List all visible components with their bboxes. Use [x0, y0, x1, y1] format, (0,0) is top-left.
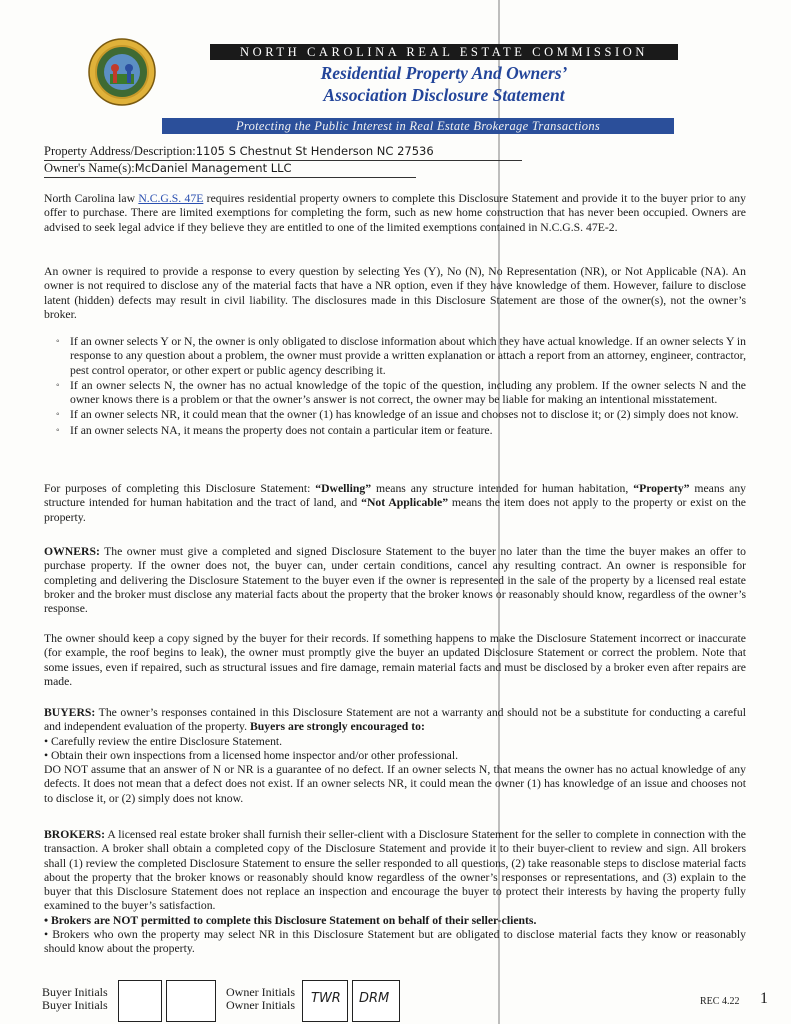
owner-initials-label-2: Owner Initials: [226, 998, 295, 1012]
response-requirement-paragraph: An owner is required to provide a response to every question by selecting Yes (Y), No (N), No Representation (NR), or Not Applicable (NA). An owner is not required to disclose any of the material facts that have a NR option, even if they have knowledge of them. However, failure to disclose latent (hidden) defects may result in civil liability. The disclosures made in this Disclosure Statement are those of the owner(s), not the owner’s broker.: [44, 265, 746, 321]
title-line-1: Residential Property And Owners’: [320, 63, 568, 83]
owner-initials-signature-1: TWR: [311, 991, 341, 1006]
buyer-initials-labels: [42, 986, 108, 1012]
owner-name-field[interactable]: [44, 161, 292, 176]
definitions-text-1: For purposes of completing this Disclosure Statement:: [44, 482, 316, 495]
buyer-initials-box-2[interactable]: [166, 980, 216, 1022]
list-item: ◦ If an owner selects N, the owner has no actual knowledge of the topic of the question, including any problem. If the owner selects N and the owner knows there is a problem or that the owner’s answer is not correct, the owner may be liable for making an intentional misstatement.: [56, 379, 746, 408]
definitions-paragraph: [44, 482, 746, 525]
brokers-bullet-1: • Brokers are NOT permitted to complete this Disclosure Statement on behalf of their seller-clients.: [44, 913, 537, 927]
brokers-section: [44, 828, 746, 957]
list-item: ◦ If an owner selects NA, it means the property does not contain a particular item or feature.: [56, 424, 746, 438]
buyer-initials-box-1[interactable]: [118, 980, 162, 1022]
owners-copy-paragraph: The owner should keep a copy signed by the buyer for their records. If something happens to make the Disclosure Statement incorrect or inaccurate (for example, the roof begins to leak), the owner must promptly give the buyer an updated Disclosure Statement or correct the problem. Note that some issues, even if repaired, such as structural issues and fire damage, remain material facts and must be disclosed by a broker even after repairs are made.: [44, 632, 746, 688]
buyers-section: [44, 706, 746, 806]
definitions-text-4: means the item does not apply to the property or exist on the property.: [44, 496, 746, 524]
property-address-label: Property Address/Description:: [44, 144, 196, 158]
tagline-banner: Protecting the Public Interest in Real Estate Brokerage Transactions: [162, 118, 674, 134]
response-options-list: [56, 335, 746, 439]
intro-text-1: North Carolina law: [44, 192, 139, 205]
owner-name-value: McDaniel Management LLC: [134, 161, 292, 175]
buyers-heading: BUYERS:: [44, 706, 96, 719]
page-number: 1: [760, 990, 768, 1007]
owner-initials-box-1[interactable]: [302, 980, 348, 1022]
term-property: “Property”: [633, 482, 690, 495]
owners-text: The owner must give a completed and signed Disclosure Statement to the buyer no later than the time the buyer makes an offer to purchase property. If the owner does not, the buyer can, under certain conditions, cancel any resulting contract. An owner is responsible for completing and delivering the Disclosure Statement to the buyer even if the owner is represented in the sale of the property by a licensed real estate broker and the broker must disclose any material facts about the property that the broker knows or reasonably should know, regardless of the owner’s response.: [44, 545, 746, 616]
buyers-paragraph: [44, 706, 746, 735]
buyer-initials-label-2: Buyer Initials: [42, 998, 108, 1012]
buyers-warning-paragraph: DO NOT assume that an answer of N or NR is a guarantee of no defect. If an owner selects N, that means the owner has no actual knowledge of any defects. It does not mean that a defect does not exist. If an owner selects NR, it could mean the owner (1) has knowledge of an issue and chooses not to disclose it, or (2) simply does not know.: [44, 763, 746, 805]
list-item: ◦ If an owner selects NR, it could mean that the owner (1) has knowledge of an issue and chooses not to disclose it; or (2) simply does not know.: [56, 408, 746, 422]
owner-name-label: Owner's Name(s):: [44, 161, 135, 175]
buyers-bullet-2: • Obtain their own inspections from a licensed home inspector and/or other professional.: [44, 748, 459, 762]
term-dwelling: “Dwelling”: [315, 482, 372, 495]
brokers-bullet-2: • Brokers who own the property may select NR in this Disclosure Statement but are obligated to disclose material facts they know or reasonably should know about the property.: [44, 928, 746, 956]
brokers-bullet-2-text: Brokers who own the property may select NR in this Disclosure Statement but are obligated to disclose material facts they know or reasonably should know about the property.: [44, 928, 746, 956]
property-address-value: 1105 S Chestnut St Henderson NC 27536: [195, 144, 434, 158]
owner-initials-box-2[interactable]: [352, 980, 400, 1022]
intro-text-2: requires residential property owners to complete this Disclosure Statement and provide it to the buyer prior to any offer to purchase. There are limited exemptions for completing the form, such as new home construction that has never been occupied. Owners are advised to seek legal advice if they believe they are entitled to one of the limited exemptions contained in N.C.G.S. 47E-2.: [44, 192, 746, 234]
property-address-field[interactable]: [44, 144, 434, 159]
definitions-text-3: means any structure intended for human habitation and the tract of land, and: [44, 482, 747, 510]
owners-heading: OWNERS:: [44, 545, 100, 558]
form-title: [210, 62, 678, 106]
owners-paragraph: [44, 545, 746, 616]
buyers-encouraged: Buyers are strongly encouraged to:: [249, 720, 425, 734]
list-item: ◦ If an owner selects Y or N, the owner is only obligated to disclose information about which they have actual knowledge. If an owner selects Y in response to any question about a problem, the owner must provide a written explanation or attach a report from an attorney, engineer, contractor, pest control operator, or other expert or public agency describing it.: [56, 335, 746, 378]
brokers-heading: BROKERS:: [44, 828, 106, 841]
term-not-applicable: “Not Applicable”: [361, 496, 449, 510]
brokers-bullet-1-text: Brokers are NOT permitted to complete this Disclosure Statement on behalf of their seller-clients.: [51, 913, 537, 927]
owner-initials-signature-2: DRM: [359, 991, 390, 1006]
owner-initials-label-1: Owner Initials: [226, 985, 295, 999]
intro-paragraph: [44, 192, 746, 235]
owner-initials-labels: [226, 986, 295, 1012]
buyers-text: The owner’s responses contained in this Disclosure Statement are not a warranty and should not be a substitute for conducting a careful and independent evaluation of the property.: [44, 706, 746, 734]
brokers-paragraph: [44, 828, 746, 914]
definitions-text-2: means any structure intended for human habitation,: [371, 482, 634, 495]
form-code: REC 4.22: [700, 996, 740, 1007]
brokers-text: A licensed real estate broker shall furnish their seller-client with a Disclosure Statement for the seller to complete in connection with the transaction. A broker shall obtain a completed copy of the Disclosure Statement and provide it to their buyer-client to review and sign. All brokers shall (1) review the completed Disclosure Statement to ensure the seller responded to all questions, (2) take reasonable steps to disclose material facts about the property that the broker knows or reasonably should know regardless of the owner’s responses or representations, and (3) explain to the buyer that this Disclosure Statement does not replace an inspection and encourage the buyer to protect their interests by having the property fully examined to the buyer’s satisfaction.: [44, 828, 746, 913]
commission-banner: NORTH CAROLINA REAL ESTATE COMMISSION: [210, 44, 678, 60]
title-line-2: Association Disclosure Statement: [323, 85, 565, 105]
ncgs-47e-link[interactable]: N.C.G.S. 47E: [138, 192, 204, 205]
buyers-bullet-1: • Carefully review the entire Disclosure Statement.: [44, 734, 283, 748]
nc-seal-icon: [88, 38, 156, 106]
buyer-initials-label-1: Buyer Initials: [42, 985, 108, 999]
